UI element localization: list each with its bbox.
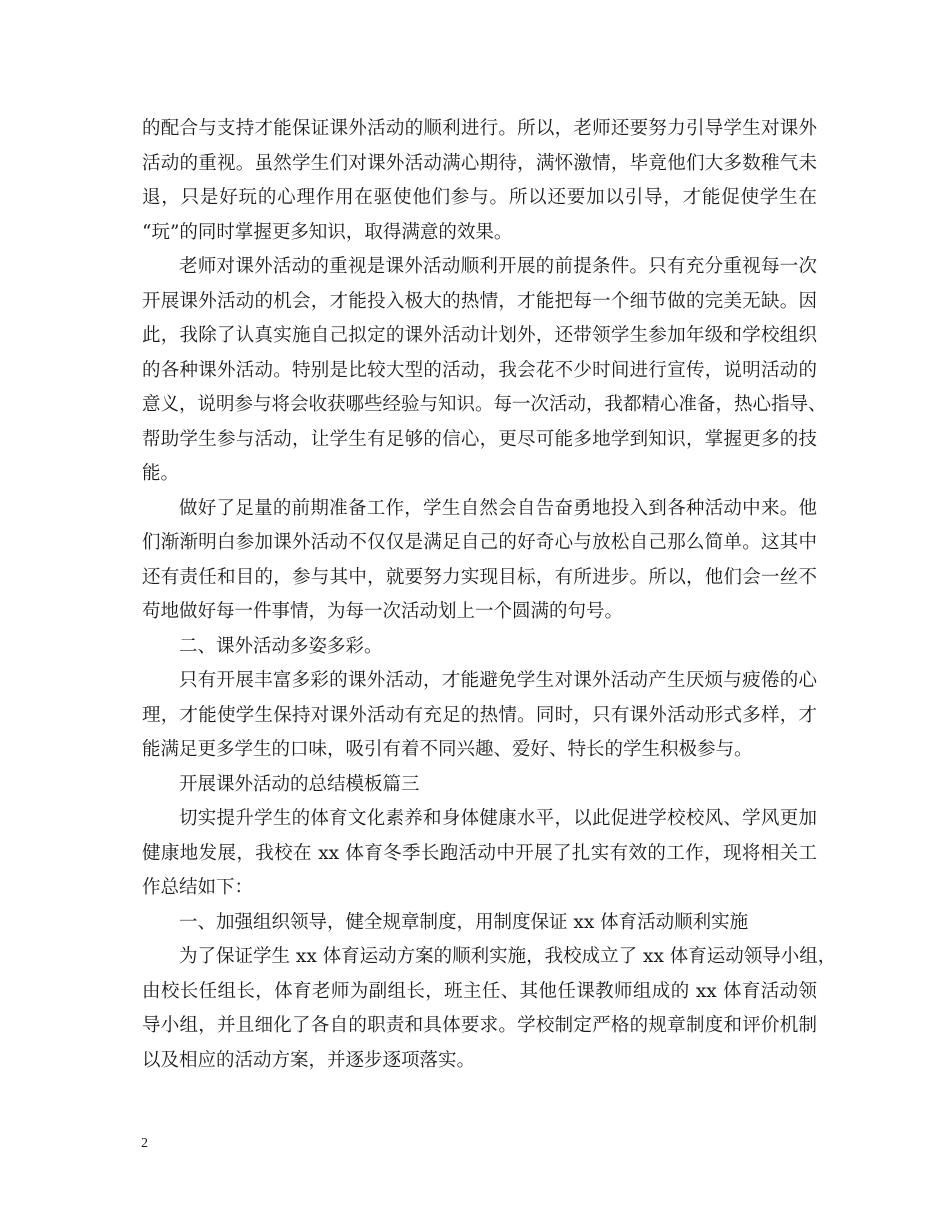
text-line: 退，只是好玩的心理作用在驱使他们参与。所以还要加以引导，才能促使学生在 — [142, 187, 817, 208]
text-line: 作总结如下： — [142, 877, 254, 898]
text-line: 意义，说明参与将会收获哪些经验与知识。每一次活动，我都精心准备，热心指导、 — [142, 394, 827, 415]
text-line: 们渐渐明白参加课外活动不仅仅是满足自己的好奇心与放松自己那么简单。这其中 — [142, 532, 817, 553]
text-line: 二、课外活动多姿多彩。 — [179, 635, 383, 657]
text-line: 老师对课外活动的重视是课外活动顺利开展的前提条件。只有充分重视每一次 — [179, 256, 817, 277]
text-line: 切实提升学生的体育文化素养和身体健康水平，以此促进学校校风、学风更加 — [179, 808, 817, 829]
page-number: 2 — [141, 1136, 148, 1151]
text-line: 导小组，并且细化了各自的职责和具体要求。学校制定严格的规章制度和评价机制 — [142, 1015, 817, 1036]
text-line: 能。 — [142, 463, 180, 484]
text-line: 活动的重视。虽然学生们对课外活动满心期待，满怀激情，毕竟他们大多数稚气未 — [142, 152, 817, 174]
text-line: 由校长任组长，体育老师为副组长，班主任、其他任课教师组成的 xx 体育活动领 — [142, 980, 817, 1002]
text-line: “玩”的同时掌握更多知识，取得满意的效果。 — [142, 221, 513, 243]
text-line: 只有开展丰富多彩的课外活动，才能避免学生对课外活动产生厌烦与疲倦的心 — [179, 670, 817, 691]
text-line: 此，我除了认真实施自己拟定的课外活动计划外，还带领学生参加年级和学校组织 — [142, 325, 817, 346]
text-line: 一、加强组织领导，健全规章制度，用制度保证 xx 体育活动顺利实施 — [179, 911, 749, 933]
text-line: 理，才能使学生保持对课外活动有充足的热情。同时，只有课外活动形式多样，才 — [142, 704, 817, 726]
text-line: 开展课外活动的机会，才能投入极大的热情，才能把每一个细节做的完美无缺。因 — [142, 290, 817, 312]
text-line: 帮助学生参与活动，让学生有足够的信心，更尽可能多地学到知识，掌握更多的技 — [142, 428, 817, 450]
text-line: 开展课外活动的总结模板篇三 — [179, 773, 420, 795]
text-line: 还有责任和目的，参与其中，就要努力实现目标，有所进步。所以，他们会一丝不 — [142, 566, 817, 588]
text-line: 的各种课外活动。特别是比较大型的活动，我会花不少时间进行宣传，说明活动的 — [142, 359, 817, 381]
text-line: 健康地发展，我校在 xx 体育冬季长跑活动中开展了扎实有效的工作，现将相关工 — [142, 842, 817, 864]
text-line: 苟地做好每一件事情，为每一次活动划上一个圆满的句号。 — [142, 601, 624, 622]
text-line: 为了保证学生 xx 体育运动方案的顺利实施，我校成立了 xx 体育运动领导小组， — [179, 946, 837, 967]
document-body — [142, 112, 837, 1078]
text-line: 的配合与支持才能保证课外活动的顺利进行。所以，老师还要努力引导学生对课外 — [142, 118, 817, 139]
text-line: 做好了足量的前期准备工作，学生自然会自告奋勇地投入到各种活动中来。他 — [179, 497, 817, 519]
text-line: 能满足更多学生的口味，吸引有着不同兴趣、爱好、特长的学生积极参与。 — [142, 739, 753, 760]
text-line: 以及相应的活动方案，并逐步逐项落实。 — [142, 1049, 476, 1071]
